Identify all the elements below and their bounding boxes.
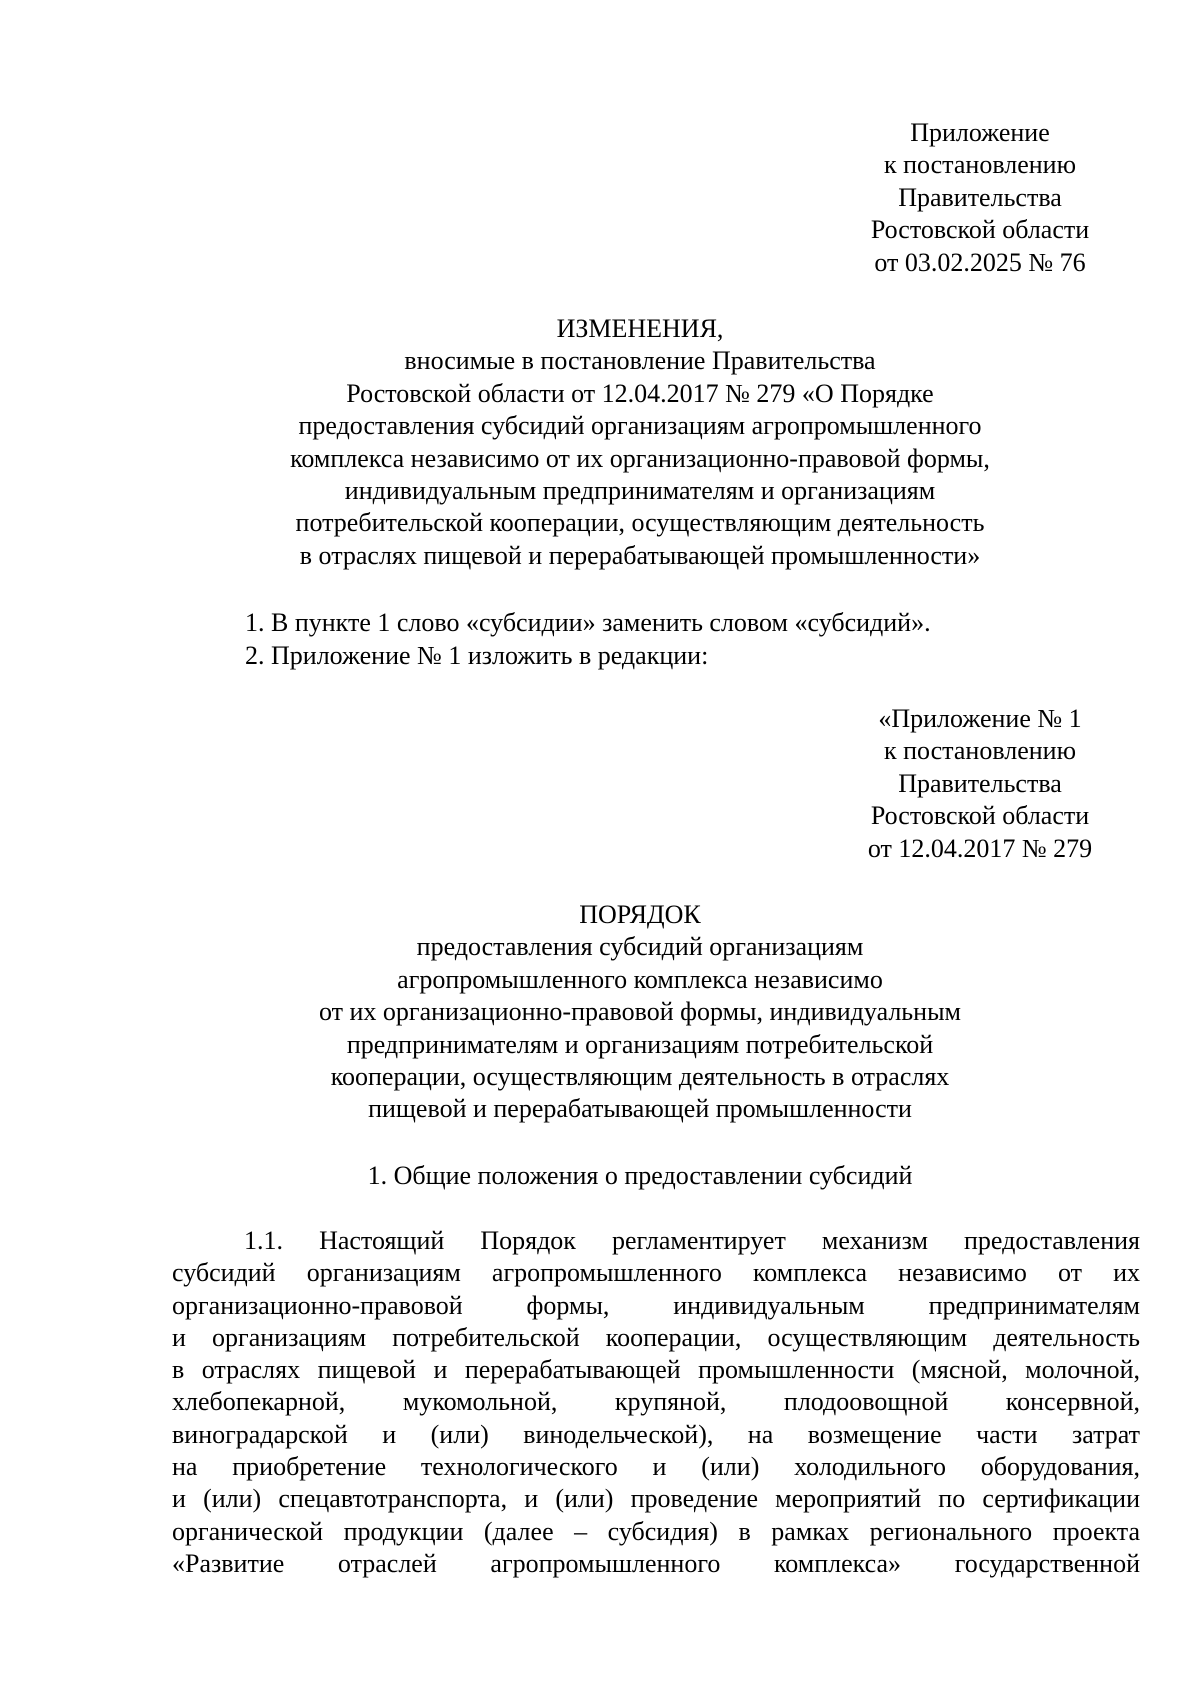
changes-title-line: комплекса независимо от их организационно-правовой формы, [290,443,990,473]
paragraph-line: и (или) спецавтотранспорта, и (или) проведение мероприятий по сертификации [172,1484,1140,1514]
procedure-title-line: агропромышленного комплекса независимо [397,964,883,994]
changes-title [200,313,1080,572]
appendix-1-line: Ростовской области [870,801,1090,831]
paragraph-line: в отраслях пищевой и перерабатывающей промышленности (мясной, молочной, [172,1355,1140,1385]
paragraph-line: субсидий организациям агропромышленного комплекса независимо от их [172,1258,1140,1288]
appendix-1-line: «Приложение № 1 [878,704,1082,733]
procedure-title-line: пищевой и перерабатывающей промышленности [368,1094,912,1124]
paragraph-line: на приобретение технологического и (или) холодильного оборудования, [172,1452,1140,1482]
appendix-line: от 03.02.2025 № 76 [874,247,1086,277]
procedure-title-line: предоставления субсидий организациям [416,932,864,962]
appendix-1-header [840,703,1120,865]
paragraph-1-1 [172,1225,1140,1580]
changes-heading: ИЗМЕНЕНИЯ, [556,314,724,343]
changes-title-line: потребительской кооперации, осуществляющим деятельность [295,508,985,538]
change-item-1: 1. В пункте 1 слово «субсидии» заменить словом «субсидий». [245,608,931,637]
appendix-line: к постановлению [883,150,1077,180]
appendix-1-line: Правительства [898,768,1062,798]
paragraph-line: виноградарской и (или) винодельческой), на возмещение части затрат [172,1419,1140,1449]
paragraph-line: «Развитие отраслей агропромышленного комплекса» государственной [172,1548,1140,1578]
appendix-header [840,117,1120,279]
changes-title-line: индивидуальным предпринимателям и организациям [344,476,936,506]
appendix-line: Приложение [910,118,1050,147]
paragraph-line: хлебопекарной, мукомольной, крупяной, плодоовощной консервной, [172,1387,1140,1417]
paragraph-line: органической продукции (далее – субсидия) в рамках регионального проекта [172,1516,1140,1546]
procedure-title-line: предпринимателям и организациям потребительской [346,1029,934,1059]
changes-title-line: вносимые в постановление Правительства [404,346,876,376]
section-heading: 1. Общие положения о предоставлении субсидий [367,1161,913,1190]
paragraph-line: 1.1. Настоящий Порядок регламентирует механизм предоставления [244,1226,1140,1255]
appendix-1-line: от 12.04.2017 № 279 [867,833,1093,863]
changes-title-line: предоставления субсидий организациям агропромышленного [298,411,982,441]
paragraph-line: и организациям потребительской кооперации, осуществляющим деятельность [172,1322,1140,1352]
appendix-line: Ростовской области [870,215,1090,245]
changes-title-line: в отраслях пищевой и перерабатывающей промышленности» [299,540,981,570]
appendix-line: Правительства [898,182,1062,212]
procedure-title-line: от их организационно-правовой формы, индивидуальным [318,997,961,1027]
appendix-1-line: к постановлению [883,736,1077,766]
procedure-title-line: кооперации, осуществляющим деятельность в отраслях [330,1062,950,1092]
changes-title-line: Ростовской области от 12.04.2017 № 279 «О Порядке [346,378,934,408]
procedure-title [200,899,1080,1126]
procedure-heading: ПОРЯДОК [579,900,701,929]
change-item-2: 2. Приложение № 1 изложить в редакции: [245,641,709,670]
paragraph-line: организационно-правовой формы, индивидуальным предпринимателям [172,1290,1140,1320]
